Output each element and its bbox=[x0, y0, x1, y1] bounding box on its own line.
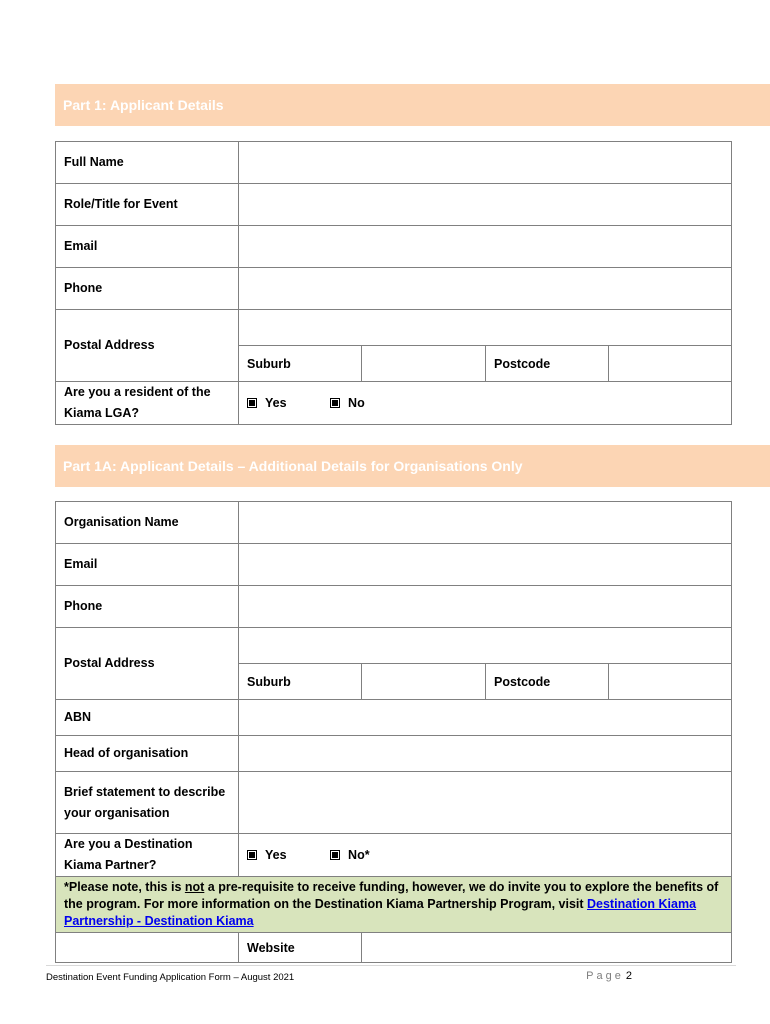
org-suburb-label: Suburb bbox=[239, 664, 362, 700]
email-label: Email bbox=[56, 226, 239, 268]
website-field[interactable] bbox=[362, 933, 732, 963]
org-phone-label: Phone bbox=[56, 586, 239, 628]
abn-field[interactable] bbox=[239, 700, 732, 736]
org-suburb-field[interactable] bbox=[362, 664, 486, 700]
page-label: Page bbox=[586, 970, 624, 982]
phone-field[interactable] bbox=[239, 268, 732, 310]
resident-options bbox=[239, 382, 732, 425]
org-name-field[interactable] bbox=[239, 502, 732, 544]
note-text-1: *Please note, this is bbox=[64, 880, 185, 894]
resident-question: Are you a resident of the Kiama LGA? bbox=[56, 382, 239, 425]
statement-label: Brief statement to describe your organisation bbox=[56, 772, 239, 834]
org-email-field[interactable] bbox=[239, 544, 732, 586]
part1-header bbox=[55, 84, 770, 126]
org-postal-address-label: Postal Address bbox=[56, 628, 239, 700]
partnership-note bbox=[56, 877, 732, 933]
note-text-2: a pre-requisite to receive funding, however, we do invite you to explore the benefits of the program. For more information on the Destination Kiama Partnership Program, visit bbox=[64, 880, 719, 911]
part1-table bbox=[55, 141, 732, 425]
partner-options bbox=[239, 834, 732, 877]
part1-title: Part 1: Applicant Details bbox=[63, 97, 224, 113]
role-label: Role/Title for Event bbox=[56, 184, 239, 226]
note-not: not bbox=[184, 880, 205, 894]
full-name-label: Full Name bbox=[56, 142, 239, 184]
resident-yes-label: Yes bbox=[265, 396, 287, 410]
website-label: Website bbox=[239, 933, 362, 963]
org-email-label: Email bbox=[56, 544, 239, 586]
partner-question: Are you a Destination Kiama Partner? bbox=[56, 834, 239, 877]
checkbox-icon[interactable] bbox=[330, 850, 340, 860]
org-phone-field[interactable] bbox=[239, 586, 732, 628]
email-field[interactable] bbox=[239, 226, 732, 268]
postcode-field[interactable] bbox=[609, 346, 732, 382]
postcode-label: Postcode bbox=[486, 346, 609, 382]
role-field[interactable] bbox=[239, 184, 732, 226]
head-of-org-field[interactable] bbox=[239, 736, 732, 772]
partner-no-option[interactable] bbox=[330, 848, 370, 862]
partner-yes-label: Yes bbox=[265, 848, 287, 862]
checkbox-icon[interactable] bbox=[247, 398, 257, 408]
part1a-title: Part 1A: Applicant Details – Additional Details for Organisations Only bbox=[63, 458, 523, 474]
full-name-field[interactable] bbox=[239, 142, 732, 184]
phone-label: Phone bbox=[56, 268, 239, 310]
footer-doc-title: Destination Event Funding Application Form – August 2021 bbox=[46, 972, 295, 983]
checkbox-icon[interactable] bbox=[247, 850, 257, 860]
org-postal-address-field[interactable] bbox=[239, 628, 732, 664]
page-footer bbox=[46, 965, 736, 990]
partner-yes-option[interactable] bbox=[247, 848, 287, 862]
org-postcode-field[interactable] bbox=[609, 664, 732, 700]
statement-field[interactable] bbox=[239, 772, 732, 834]
website-blank-cell bbox=[56, 933, 239, 963]
abn-label: ABN bbox=[56, 700, 239, 736]
postal-address-field[interactable] bbox=[239, 310, 732, 346]
resident-no-option[interactable] bbox=[330, 396, 365, 410]
resident-yes-option[interactable] bbox=[247, 396, 287, 410]
resident-no-label: No bbox=[348, 396, 365, 410]
part1a-table bbox=[55, 501, 732, 963]
suburb-field[interactable] bbox=[362, 346, 486, 382]
org-postcode-label: Postcode bbox=[486, 664, 609, 700]
suburb-label: Suburb bbox=[239, 346, 362, 382]
page-num: 2 bbox=[625, 970, 632, 982]
head-of-org-label: Head of organisation bbox=[56, 736, 239, 772]
checkbox-icon[interactable] bbox=[330, 398, 340, 408]
page-number bbox=[586, 970, 632, 982]
partnership-link[interactable]: Destination Kiama Partnership - Destination Kiama bbox=[64, 897, 697, 928]
partner-no-label: No* bbox=[348, 848, 370, 862]
part1a-header bbox=[55, 445, 770, 487]
postal-address-label: Postal Address bbox=[56, 310, 239, 382]
org-name-label: Organisation Name bbox=[56, 502, 239, 544]
